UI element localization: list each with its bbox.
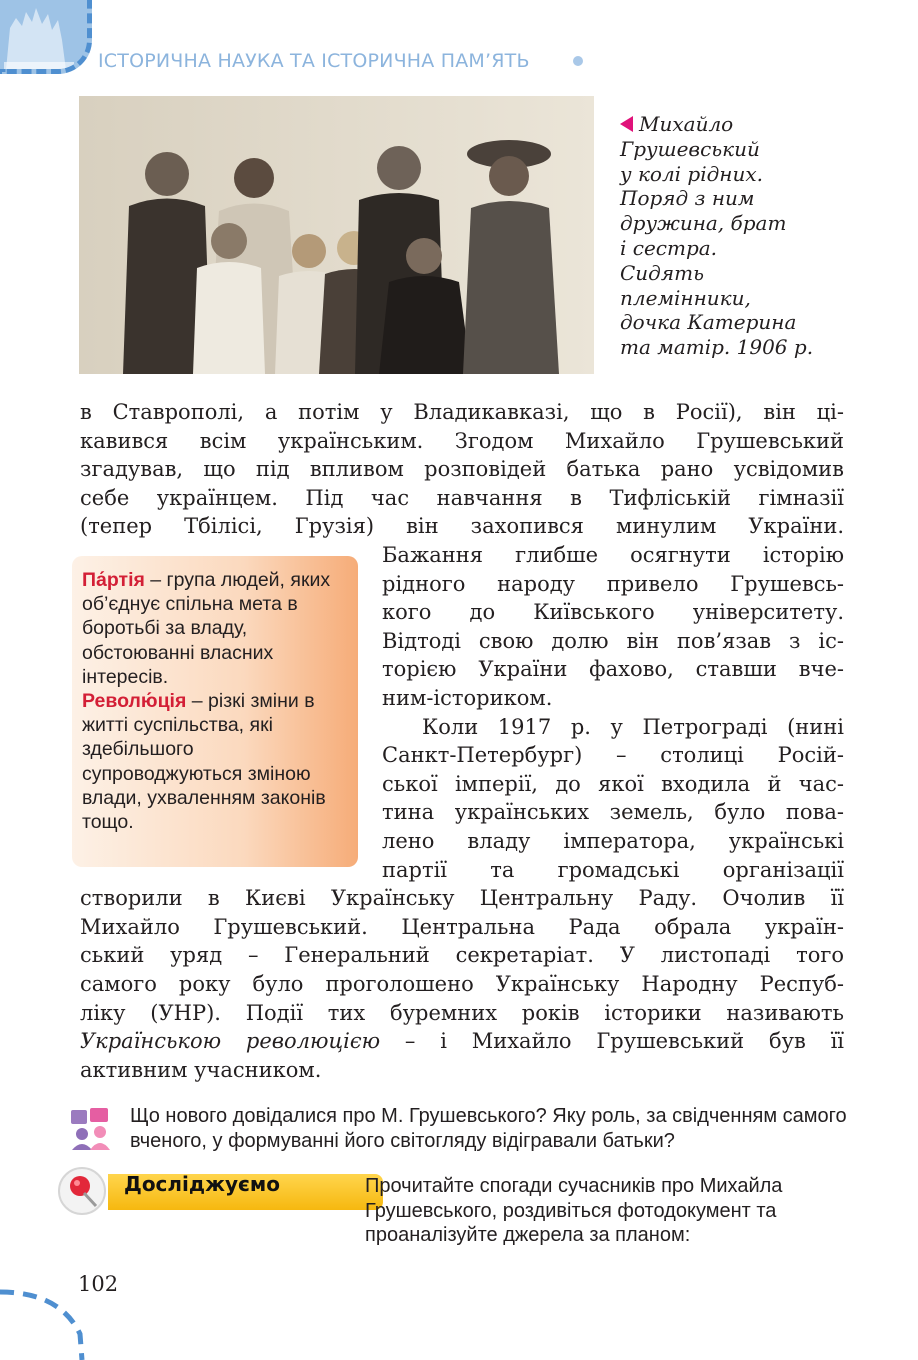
body-line: ський уряд – Генеральний секретаріат. У листопаді того	[80, 943, 844, 968]
body-line: (тепер Тбілісі, Грузія) він захопився минулим України.	[80, 514, 844, 539]
body-line: рідного народу привело Грушевсь-	[382, 571, 844, 596]
body-line: тина українських земель, було пова-	[382, 800, 844, 825]
monument-icon	[0, 0, 92, 74]
body-line: активним учасником.	[80, 1057, 322, 1082]
caption-line: племінники,	[620, 285, 751, 310]
caption-line: та матір. 1906 р.	[620, 335, 814, 360]
discussion-people-icon	[70, 1106, 114, 1150]
corner-decoration	[0, 1284, 90, 1360]
research-label: Досліджуємо	[124, 1172, 280, 1196]
body-line: Бажання глибше осягнути історію	[382, 543, 844, 567]
glossary-definition: – група людей, яких об’єднує спільна мета в боротьбі за владу, обстоюванні власних інтересів.	[82, 569, 331, 688]
body-line: ської імперії, до якої входила й час-	[382, 771, 844, 796]
review-question: Що нового довідалися про М. Грушевського? Яку роль, за свідченням самого вченого, у формуванні його світогляду відігравали батьки?	[130, 1105, 847, 1152]
body-line: кого до Київського університету.	[382, 600, 844, 625]
body-line: ліку (УНР). Події тих буремних років історики називають	[80, 1000, 844, 1025]
body-line: Михайло Грушевський. Центральна Рада обрала україн-	[80, 914, 844, 939]
caption-line: дружина, брат	[620, 211, 787, 236]
caption-pointer-icon	[620, 116, 633, 132]
body-line: самого року було проголошено Українську Народну Респуб-	[80, 972, 844, 996]
research-instructions: Прочитайте спогади сучасників про Михайла Грушевського, роздивіться фотодокумент та проаналізуйте джерела за планом:	[365, 1175, 783, 1246]
body-line: Відтоді свою долю він пов’язав з іс-	[382, 628, 844, 653]
family-photo	[79, 96, 594, 374]
body-line: торією України фахово, ставши вче-	[382, 657, 844, 682]
caption-line: Михайло	[639, 112, 734, 136]
caption-line: Грушевський	[620, 136, 760, 161]
body-line: себе українцем. Під час навчання в Тифліській гімназії	[80, 485, 844, 510]
photo-caption	[620, 112, 850, 360]
body-line: Санкт-Петербург) – столиці Росій-	[382, 743, 844, 768]
caption-line: Сидять	[620, 260, 704, 285]
body-line-italic	[80, 1027, 844, 1056]
body-line: кавився всім українським. Згодом Михайло Грушевський	[80, 428, 844, 453]
body-line-rest: – і Михайло Грушевський був її	[380, 1029, 845, 1054]
chapter-emblem	[0, 0, 92, 74]
caption-line: дочка Катерина	[620, 310, 797, 335]
caption-line: Поряд з ним	[620, 186, 755, 211]
body-line: лено владу імператора, українські	[382, 829, 844, 853]
glossary-term: Револю́ція	[82, 690, 187, 713]
glossary-box	[72, 556, 358, 867]
glossary-definition: – різкі зміни в житті суспільства, які здебільшого супроводжуються зміною влади, ухваленням законів тощо.	[82, 690, 326, 834]
header-dot	[573, 56, 583, 66]
research-banner	[56, 1166, 346, 1216]
body-line: згадував, що під впливом розповідей батька рано усвідомив	[80, 457, 844, 482]
body-line: створили в Києві Українську Центральну Раду. Очолив її	[80, 886, 844, 911]
photo-illustration	[79, 96, 594, 374]
caption-line: і сестра.	[620, 235, 718, 260]
caption-line: у колі рідних.	[620, 161, 763, 186]
body-line: Коли 1917 р. у Петрограді (нині	[422, 714, 844, 739]
body-line: партії та громадські організації	[382, 857, 844, 882]
push-pin-icon	[56, 1166, 112, 1216]
body-line: в Ставрополі, а потім у Владикавказі, що в Росії), він ці-	[80, 400, 844, 424]
body-line: ним-істориком.	[382, 686, 553, 710]
page-number: 102	[78, 1272, 119, 1296]
chapter-title: ІСТОРИЧНА НАУКА ТА ІСТОРИЧНА ПАМ’ЯТЬ	[98, 50, 530, 72]
glossary-term: Па́ртія	[82, 569, 145, 591]
italic-term: Українською революцією	[80, 1029, 381, 1054]
